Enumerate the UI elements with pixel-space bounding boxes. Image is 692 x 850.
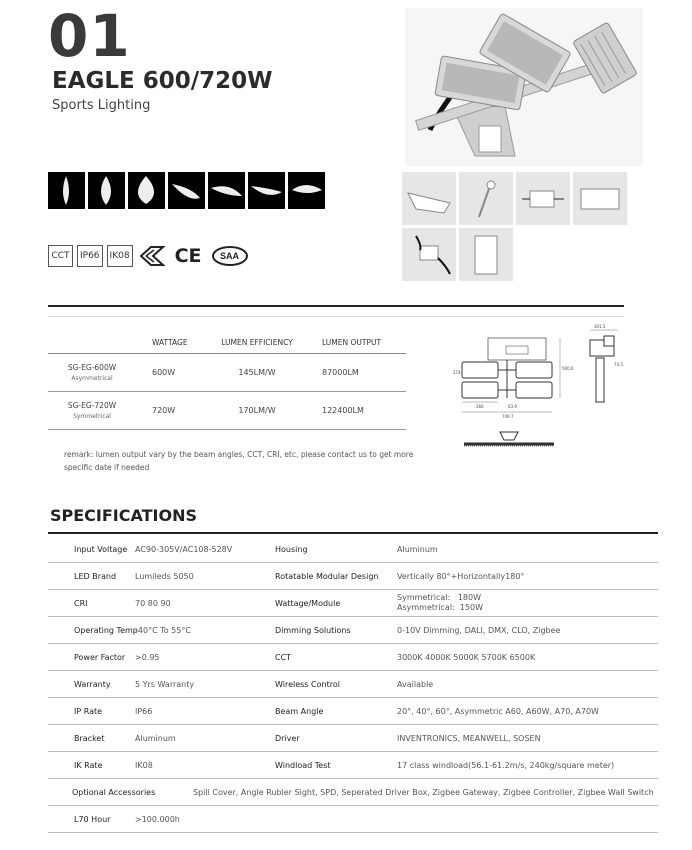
model-name: SG-EG-600W xyxy=(67,363,117,372)
spec-value: 20°, 40°, 60°, Asymmetric A60, A60W, A70, A70W xyxy=(397,706,599,716)
spec-value: 70 80 90 xyxy=(135,598,171,608)
spec-row xyxy=(48,536,658,563)
spec-key: Warranty xyxy=(74,679,111,689)
spill-cover-image xyxy=(402,172,456,225)
specifications-heading: SPECIFICATIONS xyxy=(50,506,198,525)
spec-row xyxy=(48,644,658,671)
dim-label: 749.7 xyxy=(502,414,514,419)
spec-key: CCT xyxy=(275,652,292,662)
spec-key: Input Voltage xyxy=(74,544,128,554)
spd-image xyxy=(516,172,570,225)
dim-label: 74.5 xyxy=(614,362,623,367)
model-type: Asymmetrical xyxy=(71,375,113,382)
spec-value: INVENTRONICS, MEANWELL, SOSEN xyxy=(397,733,541,743)
spec-row xyxy=(48,617,658,644)
model-type: Symmetrical xyxy=(73,413,111,420)
spec-row xyxy=(48,671,658,698)
spec-key: Housing xyxy=(275,544,308,554)
spec-key: Driver xyxy=(275,733,300,743)
wattage-table xyxy=(48,332,406,430)
beam-asym-a70-icon xyxy=(248,172,285,209)
spec-row xyxy=(48,698,658,725)
beam-medium-icon xyxy=(88,172,125,209)
beam-asym-a60w-icon xyxy=(208,172,245,209)
spec-key: IK Rate xyxy=(74,760,103,770)
spec-value: Aluminum xyxy=(135,733,176,743)
section-number: 01 xyxy=(48,2,131,70)
divider xyxy=(48,532,658,534)
zigbee-wall-switch-image xyxy=(459,228,513,281)
table-row xyxy=(48,392,406,430)
spec-key: CRI xyxy=(74,598,88,608)
dimension-drawing xyxy=(450,322,640,462)
beam-wide-icon xyxy=(128,172,165,209)
spec-value: Available xyxy=(397,679,434,689)
spec-key: Wattage/Module xyxy=(275,598,341,608)
efficiency-value: 145LM/W xyxy=(238,368,276,377)
remark-line-2: specific date if needed xyxy=(64,463,150,472)
spec-value: Aluminum xyxy=(397,544,438,554)
spec-value: >100.000h xyxy=(135,814,180,824)
spec-value xyxy=(397,593,658,613)
wattage-value: 720W xyxy=(152,406,176,415)
spec-key: Beam Angle xyxy=(275,706,324,716)
header-wattage: WATTAGE xyxy=(152,338,188,347)
header-lumen-output: LUMEN OUTPUT xyxy=(322,338,382,347)
dim-label: 500.0 xyxy=(562,366,574,371)
wattage-value: 600W xyxy=(152,368,176,377)
remark-text xyxy=(64,448,414,474)
spec-value: 0-10V Dimming, DALI, DMX, CLO, Zigbee xyxy=(397,625,561,635)
spec-key: Optional Accessories xyxy=(72,787,156,797)
spec-value-line: Asymmetrical: 150W xyxy=(397,603,484,612)
spec-value: 17 class windload(56.1-61.2m/s, 240kg/square meter) xyxy=(397,760,615,770)
ce-mark: CE xyxy=(174,245,202,267)
spec-key: Wireless Control xyxy=(275,679,340,689)
table-row xyxy=(48,354,406,392)
remark-line-1: remark: lumen output vary by the beam angles, CCT, CRI, etc, please contact us to get more xyxy=(64,450,414,459)
spec-key: Operating Temp xyxy=(74,625,138,635)
dim-label: 63.9 xyxy=(508,404,517,409)
model-name: SG-EG-720W xyxy=(67,401,117,410)
spec-value: Lumileds 5050 xyxy=(135,571,194,581)
spec-value: IP66 xyxy=(135,706,153,716)
angle-sight-image xyxy=(459,172,513,225)
dim-label: 174 xyxy=(453,370,461,375)
spec-key: IP Rate xyxy=(74,706,103,716)
beam-angle-icons xyxy=(48,172,325,209)
spec-value: >0.95 xyxy=(135,652,160,662)
beam-asym-a60-icon xyxy=(168,172,205,209)
spec-value: 3000K 4000K 5000K 5700K 6500K xyxy=(397,652,536,662)
spec-row xyxy=(48,779,658,806)
certifications xyxy=(48,245,248,267)
rcm-mark-icon xyxy=(137,245,167,267)
efficiency-value: 170LM/W xyxy=(238,406,276,415)
output-value: 122400LM xyxy=(322,406,364,415)
spec-value: Vertically 80°+Horizontally180° xyxy=(397,571,525,581)
spec-key: Windload Test xyxy=(275,760,331,770)
spec-value: AC90-305V/AC108-528V xyxy=(135,544,233,554)
specifications-table xyxy=(48,536,658,833)
spec-row xyxy=(48,590,658,617)
product-image xyxy=(405,8,643,166)
divider xyxy=(48,305,624,307)
spec-row xyxy=(48,725,658,752)
spec-key: Rotatable Modular Design xyxy=(275,571,379,581)
spec-value: IK08 xyxy=(135,760,153,770)
beam-narrow-icon xyxy=(48,172,85,209)
spec-value: Spill Cover, Angle Rubler Sight, SPD, Seperated Driver Box, Zigbee Gateway, Zigbee Controller, Zigbee Wall Switch xyxy=(193,787,654,797)
dim-label: 266 xyxy=(476,404,484,409)
spec-key: L70 Hour xyxy=(74,814,111,824)
spec-key: LED Brand xyxy=(74,571,117,581)
divider xyxy=(48,316,624,317)
driver-box-image xyxy=(573,172,627,225)
header-lumen-efficiency: LUMEN EFFICIENCY xyxy=(221,338,293,347)
spec-key: Dimming Solutions xyxy=(275,625,351,635)
spec-row xyxy=(48,563,658,590)
spec-value: -40°C To 55°C xyxy=(135,625,191,635)
table-header xyxy=(48,332,406,354)
zigbee-controller-image xyxy=(402,228,456,281)
spec-key: Bracket xyxy=(74,733,105,743)
spec-value-line: Symmetrical: 180W xyxy=(397,593,481,602)
saa-mark: SAA xyxy=(212,246,248,266)
product-title: EAGLE 600/720W xyxy=(52,68,273,94)
spec-row xyxy=(48,806,658,833)
dim-label: 301.5 xyxy=(594,324,606,329)
output-value: 87000LM xyxy=(322,368,359,377)
cert-ip66: IP66 xyxy=(77,245,103,267)
spec-key: Power Factor xyxy=(74,652,126,662)
product-subtitle: Sports Lighting xyxy=(52,98,151,113)
accessory-images xyxy=(402,172,627,281)
beam-asym-a70w-icon xyxy=(288,172,325,209)
cert-cct: CCT xyxy=(48,245,73,267)
cert-ik08: IK08 xyxy=(107,245,133,267)
spec-row xyxy=(48,752,658,779)
spec-value: 5 Yrs Warranty xyxy=(135,679,195,689)
